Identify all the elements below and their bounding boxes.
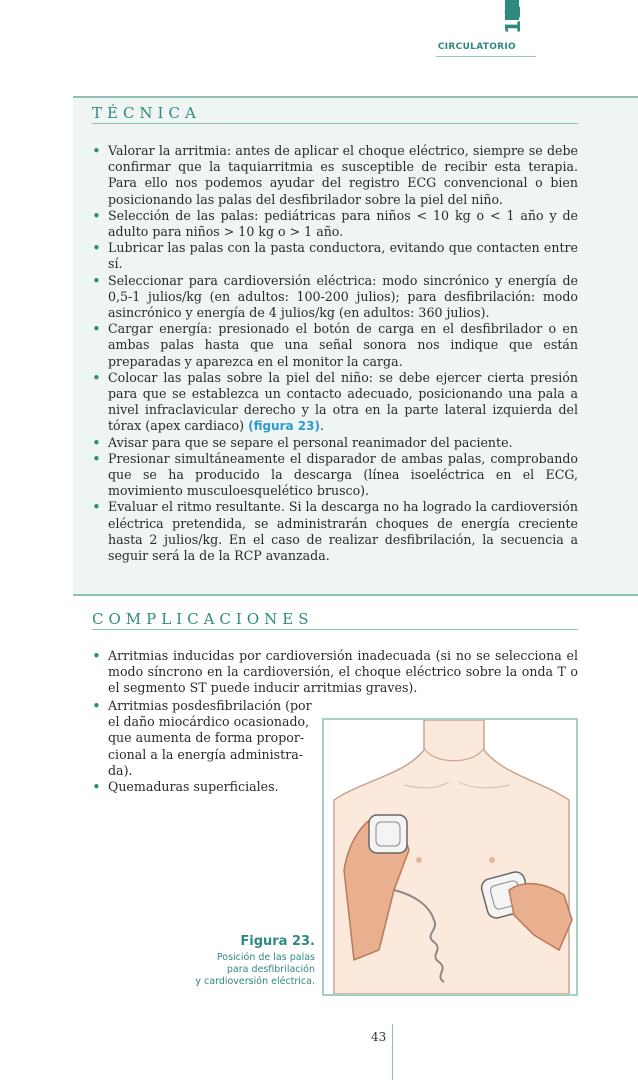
- line: que aumenta de forma propor-: [108, 730, 305, 746]
- list-item: • Quemaduras superficiales.: [92, 779, 318, 795]
- caption-line: Posición de las palas: [216, 952, 315, 963]
- line: el daño miocárdico ocasionado,: [108, 714, 310, 730]
- line: cional a la energía administra-: [108, 746, 303, 762]
- figure-title: Figura 23.: [240, 934, 315, 949]
- item-text: Colocar las palas sobre la piel del niño: se debe ejercer cierta presión para que se establezca un contacto adecuado, posicionando una pala a nivel infraclavicular derecho y la otra en la parte lateral izquierda del tórax (apex cardiaco): [108, 369, 578, 434]
- figure-link[interactable]: (figura 23): [248, 419, 320, 434]
- line: Arritmias posdesfibrilación (por: [108, 698, 312, 713]
- list-item: • Avisar para que se separe el personal reanimador del paciente.: [92, 435, 578, 451]
- list-item: • Evaluar el ritmo resultante. Si la descarga no ha logrado la cardioversión eléctrica pretendida, se administrarán choques de energía creciente hasta 2 julios/kg. En el caso de realizar desfibrilación, la secuencia a seguir será la de la RCP avanzada.: [92, 499, 578, 564]
- page-number: 43: [371, 1030, 387, 1044]
- chapter-label: CIRCULATORIO: [437, 42, 516, 52]
- page-rule: [392, 1024, 393, 1080]
- list-item: • Selección de las palas: pediátricas para niños < 10 kg o < 1 año y de adulto para niños > 10 kg o > 1 año.: [92, 208, 578, 240]
- figure-caption: [155, 952, 315, 988]
- list-item: • Seleccionar para cardioversión eléctrica: modo sincrónico y energía de 0,5-1 julios/kg (en adultos: 100-200 julios); para desfibrilación: modo asincrónico y energía de 4 julios/kg (en adultos: 360 julios).: [92, 273, 578, 322]
- caption-line: y cardioversión eléctrica.: [195, 976, 315, 987]
- list-item: [92, 698, 318, 779]
- complicaciones-list-2: [92, 698, 318, 795]
- caption-line: para desfibrilación: [226, 964, 315, 975]
- section-title-complicaciones: COMPLICACIONES: [92, 610, 314, 628]
- defibrillation-illustration: [324, 720, 576, 994]
- chapter-number: 12: [501, 4, 525, 34]
- title-rule: [92, 629, 578, 630]
- list-item: • Lubricar las palas con la pasta conductora, evitando que contacten entre sí.: [92, 240, 578, 272]
- line: da).: [108, 762, 133, 778]
- list-item: • Valorar la arritmia: antes de aplicar el choque eléctrico, siempre se debe confirmar que la taquiarritmia es susceptible de recibir esta terapia. Para ello nos podemos ayudar del registro ECG convencional o bien posicionando las palas del desfibrilador sobre la piel del niño.: [92, 143, 578, 208]
- item-suffix: .: [319, 418, 324, 434]
- figure-23: [322, 718, 578, 996]
- complicaciones-list: [92, 648, 578, 697]
- list-item: • Cargar energía: presionado el botón de carga en el desfibrilador o en ambas palas hasta que una señal sonora nos indique que están preparadas y aparezca en el monitor la carga.: [92, 321, 578, 370]
- list-item: [92, 370, 578, 435]
- tecnica-list: [92, 143, 578, 564]
- list-item: • Presionar simultáneamente el disparador de ambas palas, comprobando que se ha producido la descarga (línea isoeléctrica en el ECG, movimiento musculoesquelético brusco).: [92, 451, 578, 500]
- title-rule: [92, 123, 578, 124]
- list-item: • Arritmias inducidas por cardioversión inadecuada (si no se selecciona el modo síncrono en la cardioversión, el choque eléctrico sobre la onda T o el segmento ST puede inducir arritmias graves).: [92, 648, 578, 697]
- header-rule: [436, 56, 536, 57]
- section-title-tecnica: TÉCNICA: [92, 104, 201, 122]
